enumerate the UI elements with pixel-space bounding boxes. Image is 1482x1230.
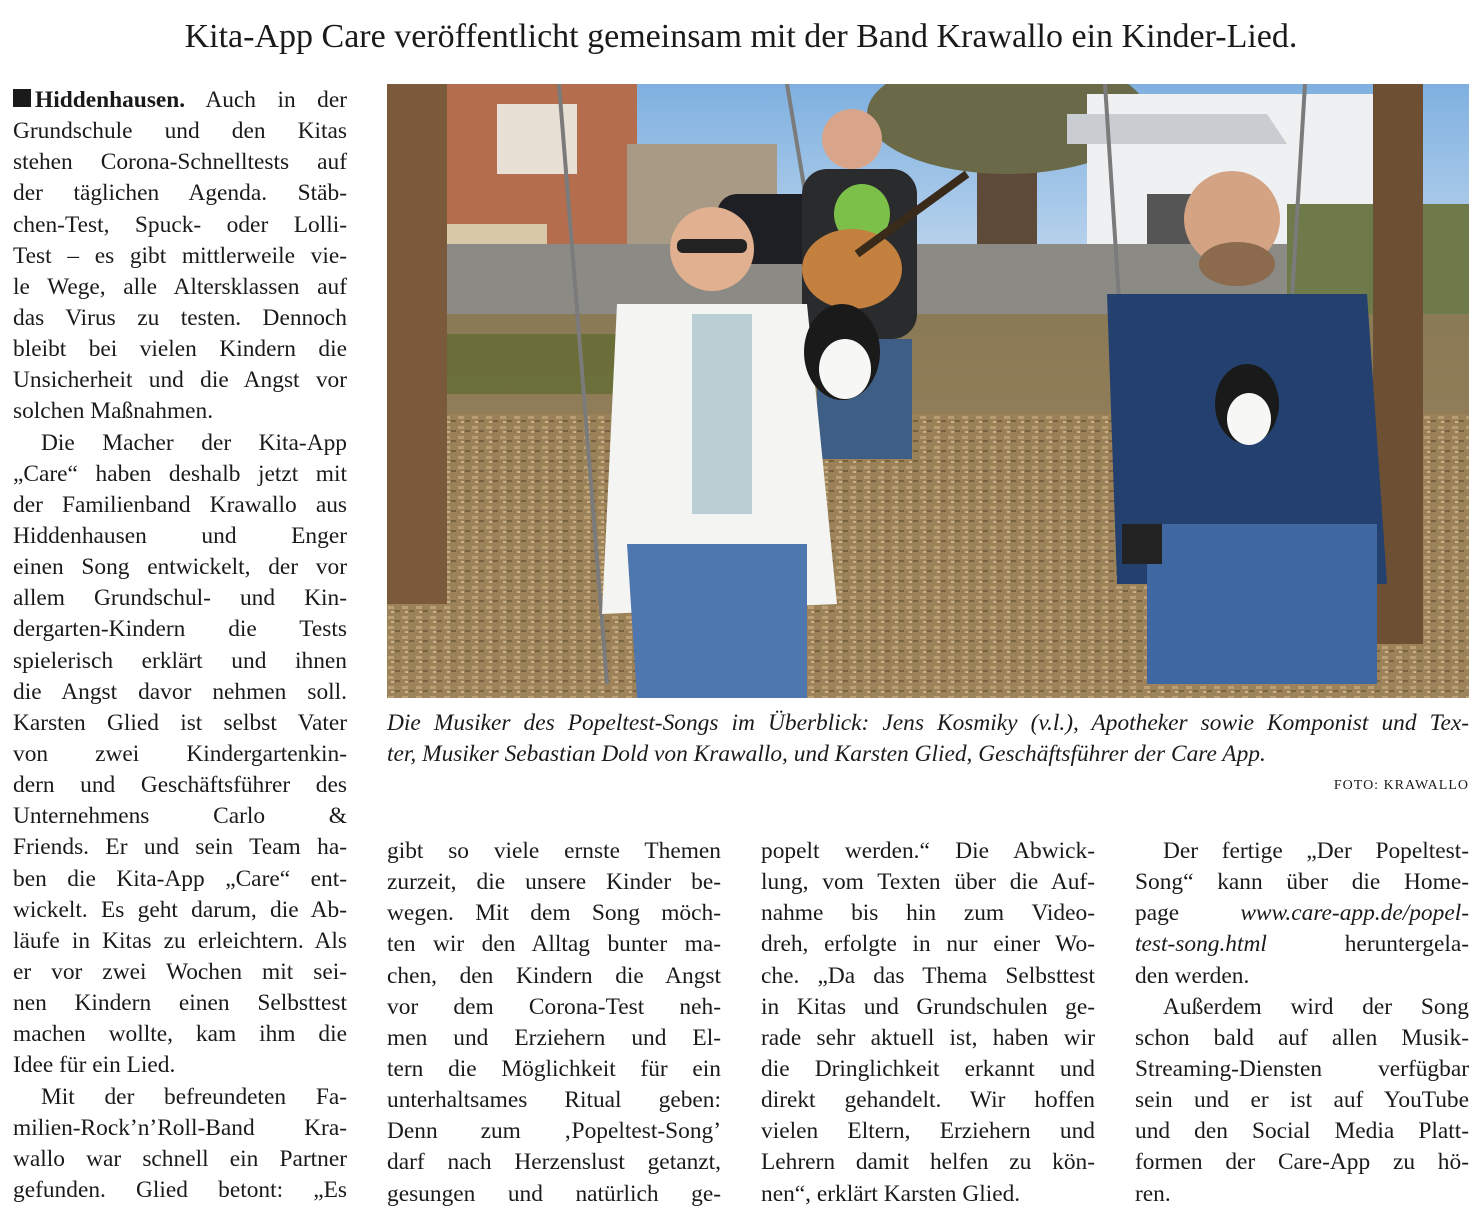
text-line: vielen Eltern, Erziehern und [761, 1118, 1095, 1145]
dateline: Hiddenhausen. [35, 87, 186, 113]
song-url[interactable]: www.care-app.de/popel- [1240, 900, 1469, 927]
song-url[interactable]: test-song.html [1135, 931, 1267, 958]
headline: Kita-App Care veröffentlicht gemeinsam mit der Band Krawallo ein Kinder-Lied. [184, 18, 1298, 55]
text-line: von zwei Kindergartenkin- [13, 740, 347, 767]
article-column-3 [761, 836, 1095, 1210]
text-line: le Wege, alle Altersklassen auf [13, 273, 347, 300]
text-line: Hiddenhausen und Enger [13, 522, 347, 549]
text-line: machen wollte, kam ihm die [13, 1021, 347, 1048]
text-line: Grundschule und den Kitas [13, 118, 347, 145]
text-line: er vor zwei Wochen mit sei- [13, 958, 347, 985]
text-line: Denn zum ‚Popeltest-Song’ [387, 1118, 721, 1145]
text-line: ben die Kita-App „Care“ ent- [13, 865, 347, 892]
text-line: die Dringlichkeit erkannt und [761, 1055, 1095, 1082]
text-line: allem Grundschul- und Kin- [13, 585, 347, 612]
text-line: Friends. Er und sein Team ha- [13, 834, 347, 861]
text-line: zurzeit, die unsere Kinder be- [387, 869, 721, 896]
text-line: in Kitas und Grundschulen ge- [761, 993, 1095, 1020]
text-line: stehen Corona-Schnelltests auf [13, 149, 347, 176]
text-line: Karsten Glied ist selbst Vater [13, 709, 347, 736]
text-line: den werden. [1135, 962, 1250, 989]
text-line: che. „Da das Thema Selbsttest [761, 962, 1095, 989]
text-line: Unternehmens Carlo & [13, 803, 347, 830]
text-line: spielerisch erklärt und ihnen [13, 647, 347, 674]
text-line: gibt so viele ernste Themen [387, 838, 721, 864]
text-line: gefunden. Glied betont: „Es [13, 1176, 347, 1203]
text-line: Der fertige „Der Popeltest- [1163, 838, 1469, 864]
text-line: nen“, erklärt Karsten Glied. [761, 1180, 1021, 1207]
text-line: das Virus zu testen. Dennoch [13, 304, 347, 331]
text-line: milien-Rock’n’Roll-Band Kra- [13, 1114, 347, 1141]
text-line: men und Erziehern und El- [387, 1024, 721, 1051]
text-line: ren. [1135, 1180, 1171, 1207]
text-line: dergarten-Kindern die Tests [13, 616, 347, 643]
text-line: unterhaltsames Ritual geben: [387, 1087, 721, 1114]
dateline-square [13, 89, 31, 107]
text-line: formen der Care-App zu hö- [1135, 1149, 1469, 1176]
caption-line: Die Musiker des Popeltest-Songs im Überblick: Jens Kosmiky (v.l.), Apotheker sowie Komponist und Tex- [387, 710, 1469, 736]
text-line: läufe in Kitas zu erleichtern. Als [13, 927, 347, 954]
text-line: Die Macher der Kita-App [41, 429, 347, 456]
article-photo [387, 84, 1469, 698]
text-line: nahme bis hin zum Video- [761, 900, 1095, 927]
text-line: wickelt. Es geht darum, die Ab- [13, 896, 347, 923]
text-line: gesungen und natürlich ge- [387, 1180, 721, 1207]
text-line: test-song.html heruntergela- [1135, 931, 1469, 958]
text-line: rade sehr aktuell ist, haben wir [761, 1024, 1095, 1051]
article-column-2 [387, 836, 721, 1210]
text-line: vor dem Corona-Test neh- [387, 993, 721, 1020]
text-line: „Care“ haben deshalb jetzt mit [13, 460, 347, 487]
text-line: Streaming-Diensten verfügbar [1135, 1055, 1469, 1082]
text-line: page www.care-app.de/popel- [1135, 900, 1469, 927]
text-line: Lehrern damit helfen zu kön- [761, 1149, 1095, 1176]
text-line: direkt gehandelt. Wir hoffen [761, 1087, 1095, 1114]
text-line: und den Social Media Platt- [1135, 1118, 1469, 1145]
text-line: wallo war schnell ein Partner [13, 1145, 347, 1172]
photo-caption [387, 708, 1469, 770]
text-line: wegen. Mit dem Song möch- [387, 900, 721, 927]
text-line: einen Song entwickelt, der vor [13, 554, 347, 581]
text-line: nen Kindern einen Selbsttest [13, 990, 347, 1017]
text-line: Song“ kann über die Home- [1135, 869, 1469, 896]
text-line: der Familienband Krawallo aus [13, 491, 347, 518]
text-line: dern und Geschäftsführer des [13, 772, 347, 799]
text-line: Außerdem wird der Song [1163, 993, 1469, 1020]
text-line: solchen Maßnahmen. [13, 398, 214, 425]
article-column-1 [13, 85, 347, 1206]
text-line: Idee für ein Lied. [13, 1052, 176, 1079]
text-line: chen, den Kindern die Angst [387, 962, 721, 989]
caption-line: ter, Musiker Sebastian Dold von Krawallo, und Karsten Glied, Geschäftsführer der Care App. [387, 741, 1266, 767]
text-line: schon bald auf allen Musik- [1135, 1024, 1469, 1051]
text-line: tern die Möglichkeit für ein [387, 1055, 721, 1082]
text-line: Unsicherheit und die Angst vor [13, 367, 347, 394]
text-line: bleibt bei vielen Kindern die [13, 336, 347, 363]
photo-credit: FOTO: KRAWALLO [1333, 778, 1469, 793]
text-line: Hiddenhausen. Auch in der [13, 85, 347, 116]
text-line: chen-Test, Spuck- oder Lolli- [13, 211, 347, 238]
text-line: der täglichen Agenda. Stäb- [13, 180, 347, 207]
text-line: dreh, erfolgte in nur einer Wo- [761, 931, 1095, 958]
text-line: lung, vom Texten über die Auf- [761, 869, 1095, 896]
article-column-4 [1135, 836, 1469, 1210]
text-line: Mit der befreundeten Fa- [41, 1083, 347, 1110]
text-line: popelt werden.“ Die Abwick- [761, 838, 1095, 864]
text-line: ten wir den Alltag bunter ma- [387, 931, 721, 958]
text-line: die Angst davor nehmen soll. [13, 678, 347, 705]
text-line: Test – es gibt mittlerweile vie- [13, 242, 347, 269]
text-line: darf nach Herzenslust getanzt, [387, 1149, 721, 1176]
text-line: sein und er ist auf YouTube [1135, 1087, 1469, 1114]
